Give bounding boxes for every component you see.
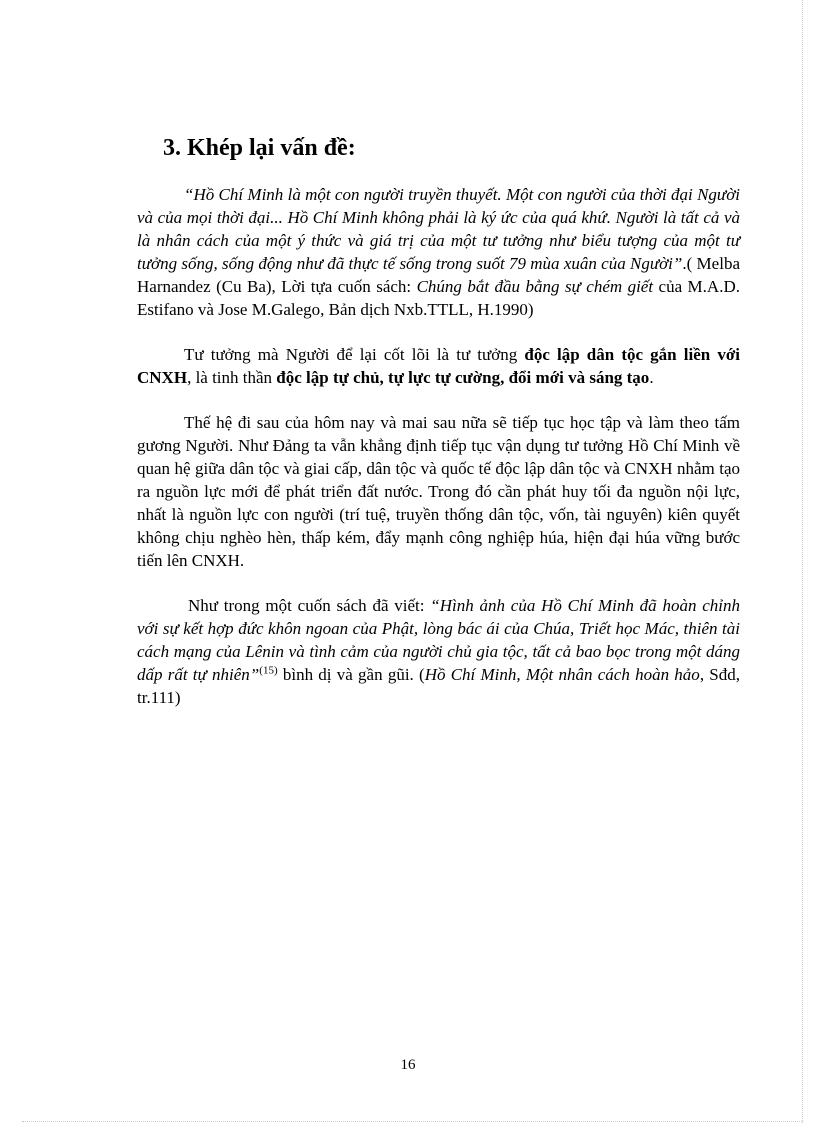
page-border-bottom — [22, 1121, 802, 1122]
footnote-ref: (15) — [259, 664, 278, 677]
page-content — [137, 130, 740, 709]
attribution-text: .( Melba Harnandez (Cu Ba), Lời tựa cuốn sách: — [137, 254, 740, 296]
paragraph-book-quote — [137, 594, 740, 709]
p4-text-3: , Sđd, tr.111) — [137, 665, 741, 707]
paragraph-quote-melba — [137, 183, 740, 321]
p2-text-1: Tư tưởng mà Người để lại cốt lõi là tư tưởng — [184, 345, 525, 364]
paragraph-core-ideology — [137, 343, 740, 389]
p2-text-3: . — [649, 368, 654, 387]
p2-bold-2: độc lập tự chủ, tự lực tự cường, đổi mới và sáng tạo — [276, 368, 650, 387]
p4-quote: “Hình ảnh của Hồ Chí Minh đã hoàn chỉnh với sự kết hợp đức khôn ngoan của Phật, lòng bác ái của Chúa, Triết học Mác, thiên tài cách mạng của Lênin và tình cảm của người chủ gia tộc, tất cả bao bọc trong một dáng dấp rất tự nhiên” — [137, 596, 740, 684]
page-border-right — [802, 0, 803, 1123]
quote-text: “Hồ Chí Minh là một con người truyền thuyết. Một con người của thời đại Người và của mọi thời đại... Hồ Chí Minh không phải là ký ức của quá khứ. Người là tất cả và là nhân cách của một ý thức và giá trị của một tư tưởng như biểu tượng của một tư tưởng sống, sống động như đã thực tế sống trong suốt 79 mùa xuân của Người” — [137, 185, 740, 273]
section-heading: 3. Khép lại vấn đề: — [163, 135, 356, 161]
p4-text-1: Như trong một cuốn sách đã viết: — [188, 596, 431, 615]
p4-text-2: bình dị và gần gũi. ( — [277, 665, 425, 684]
attribution-rest: của M.A.D. Estifano và Jose M.Galego, Bản dịch Nxb.TTLL, H.1990) — [137, 277, 740, 319]
p2-bold-1: độc lập dân tộc gắn liền với CNXH — [137, 345, 740, 387]
book-title: Chúng bắt đầu bằng sự chém giết — [416, 277, 654, 296]
page-number: 16 — [400, 1057, 416, 1073]
p4-source-title: Hồ Chí Minh, Một nhân cách hoàn hảo — [424, 665, 700, 684]
p2-text-2: , là tinh thần — [187, 368, 277, 387]
paragraph-next-generation: Thế hệ đi sau của hôm nay và mai sau nữa sẽ tiếp tục học tập và làm theo tấm gương Người. Như Đảng ta vẫn khẳng định tiếp tục vận dụng tư tưởng Hồ Chí Minh về quan hệ giữa dân tộc và giai cấp, dân tộc và quốc tế độc lập dân tộc và CNXH nhằm tạo ra nguồn lực mới để phát triển đất nước. Trong đó cần phát huy tối đa nguồn nội lực, nhất là nguồn lực con người (trí tuệ, truyền thống dân tộc, vốn, tài nguyên) kiên quyết không chịu nghèo hèn, thấp kém, đẩy mạnh công nghiệp húa, hiện đại húa vững bước tiến lên CNXH. — [137, 413, 740, 570]
